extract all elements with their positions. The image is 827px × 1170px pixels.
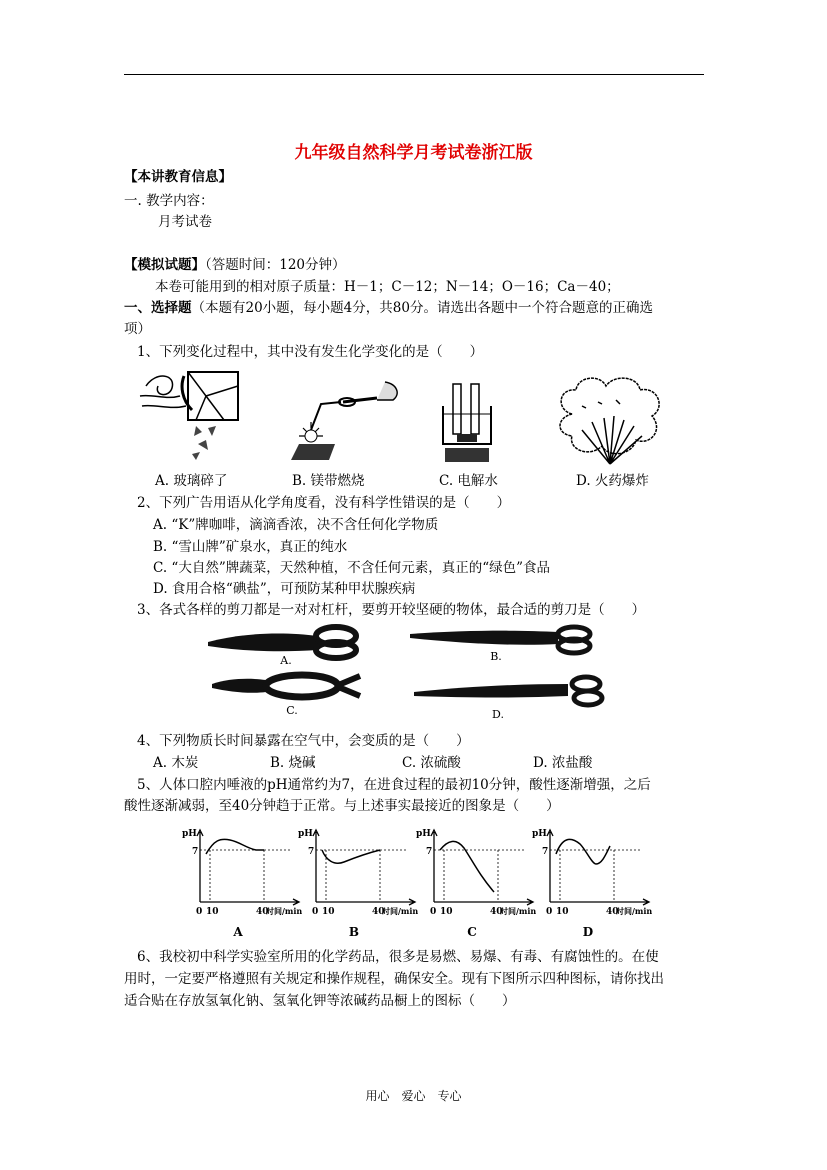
ph-curve: [322, 850, 380, 863]
x-axis: [200, 899, 299, 905]
tick-label-40: 40: [490, 907, 503, 917]
q6-line3: 适合贴在存放氢氧化钠、氢氧化钾等浓碱药品橱上的图标（ ）: [124, 993, 516, 1009]
page-footer: 用心 爱心 专心: [365, 1089, 462, 1103]
tick-label-7: 7: [192, 847, 199, 857]
tick-label-40: 40: [372, 907, 385, 917]
q1-option-d: D. 火药爆炸: [576, 473, 649, 489]
y-axis: [197, 830, 203, 902]
scissors-b: [408, 624, 602, 666]
q1-option-b: B. 镁带燃烧: [292, 473, 365, 489]
q1-option-a: A. 玻璃碎了: [155, 473, 228, 489]
y-axis: [431, 830, 437, 902]
tick-label-7: 7: [542, 847, 549, 857]
tick-label-10: 10: [556, 907, 569, 917]
y-axis: [547, 830, 553, 902]
x-axis-label: 时间/min: [500, 906, 537, 916]
scissors-label-d: D.: [492, 708, 504, 721]
y-axis: [313, 830, 319, 902]
q5-stem-line1: 5、人体口腔内唾液的pH通常约为7，在进食过程的最初10分钟，酸性逐渐增强，之后: [137, 777, 651, 793]
q4-option-c: C. 浓硫酸: [402, 755, 461, 771]
mock-heading-time: （答题时间：120分钟）: [205, 257, 346, 273]
q5-stem-line2: 酸性逐渐减弱，至40分钟趋于正常。与上述事实最接近的图象是（ ）: [124, 798, 560, 814]
q4-stem: 4、下列物质长时间暴露在空气中，会变质的是（ ）: [137, 733, 470, 749]
scissors-label-c: C.: [286, 704, 298, 717]
mc-heading-cont: 项）: [124, 321, 151, 337]
broken-glass-illustration: [136, 366, 244, 464]
ph-graph-a: [180, 826, 304, 940]
magnesium-burning-illustration: [285, 374, 405, 466]
q6-line2: 用时，一定要严格遵照有关规定和操作规程，确保安全。现有下图所示四种图标，请你找出: [124, 971, 664, 987]
graph-label: B: [348, 925, 360, 939]
tick-label-40: 40: [606, 907, 619, 917]
ph-curve: [556, 839, 610, 864]
atomic-mass-note: 本卷可能用到的相对原子质量：H－1；C－12；N－14；O－16；Ca－40；: [155, 279, 620, 295]
tick-label-10: 10: [206, 907, 219, 917]
y-axis-label: pH: [182, 829, 197, 839]
mock-heading: [124, 256, 346, 274]
content-heading: 一. 教学内容：: [124, 193, 214, 209]
q2-option-d: D. 食用合格“碘盐”，可预防某种甲状腺疾病: [153, 581, 416, 597]
ph-graph-c: [414, 826, 538, 940]
q2-stem: 2、下列广告用语从化学角度看，没有科学性错误的是（ ）: [137, 495, 511, 511]
content-value: 月考试卷: [158, 214, 212, 230]
q2-option-b: B. “雪山牌”矿泉水，真正的纯水: [153, 539, 348, 555]
tick-label-7: 7: [308, 847, 315, 857]
tick-label-10: 10: [322, 907, 335, 917]
q2-option-c: C. “大自然”牌蔬菜，天然种植，不含任何元素，真正的“绿色”食品: [153, 560, 551, 576]
q2-option-a: A. “K”牌咖啡，滴滴香浓，决不含任何化学物质: [153, 517, 439, 533]
scissors-c: [210, 670, 370, 720]
x-axis: [434, 899, 533, 905]
q4-option-d: D. 浓盐酸: [533, 755, 593, 771]
tick-label-7: 7: [426, 847, 433, 857]
y-axis-label: pH: [298, 829, 313, 839]
graph-label: A: [233, 925, 243, 939]
mc-heading: [124, 299, 653, 317]
q4-option-a: A. 木炭: [153, 755, 199, 771]
mc-heading-bold: 一、选择题: [124, 300, 192, 316]
ph-curve: [206, 839, 264, 854]
page-title: 九年级自然科学月考试卷浙江版: [294, 143, 533, 163]
q3-stem: 3、各式各样的剪刀都是一对对杠杆，要剪开较坚硬的物体，最合适的剪刀是（ ）: [137, 602, 646, 618]
tick-label-0: 0: [196, 907, 203, 917]
tick-label-40: 40: [256, 907, 269, 917]
scissors-label-a: A.: [280, 654, 292, 667]
mock-heading-bold: 【模拟试题】: [124, 257, 205, 273]
tick-label-0: 0: [430, 907, 437, 917]
section-info-heading: 【本讲教育信息】: [124, 169, 232, 185]
electrolysis-illustration: [437, 382, 497, 466]
tick-label-0: 0: [312, 907, 319, 917]
x-axis-label: 时间/min: [616, 906, 653, 916]
ph-graph-b: [296, 826, 420, 940]
q4-option-b: B. 烧碱: [270, 755, 316, 771]
ph-curve: [440, 841, 494, 892]
y-axis-label: pH: [416, 829, 431, 839]
scissors-a: [206, 624, 368, 668]
y-axis-label: pH: [532, 829, 547, 839]
scissors-label-b: B.: [490, 650, 502, 663]
x-axis-label: 时间/min: [266, 906, 303, 916]
tick-label-10: 10: [440, 907, 453, 917]
x-axis-label: 时间/min: [382, 906, 419, 916]
scissors-d: [412, 670, 612, 722]
x-axis: [316, 899, 415, 905]
graph-label: D: [582, 925, 594, 939]
gunpowder-explosion-illustration: [552, 374, 668, 468]
q1-option-c: C. 电解水: [439, 473, 498, 489]
q1-stem: 1、下列变化过程中，其中没有发生化学变化的是（ ）: [137, 344, 484, 360]
q6-line1: 6、我校初中科学实验室所用的化学药品，很多是易燃、易爆、有毒、有腐蚀性的。在使: [137, 949, 659, 965]
mc-heading-rest: （本题有20小题，每小题4分，共80分。请选出各题中一个符合题意的正确选: [191, 300, 653, 316]
tick-label-0: 0: [546, 907, 553, 917]
graph-label: C: [467, 925, 477, 939]
ph-graph-d: [530, 826, 654, 940]
x-axis: [550, 899, 649, 905]
header-rule: [124, 74, 704, 75]
